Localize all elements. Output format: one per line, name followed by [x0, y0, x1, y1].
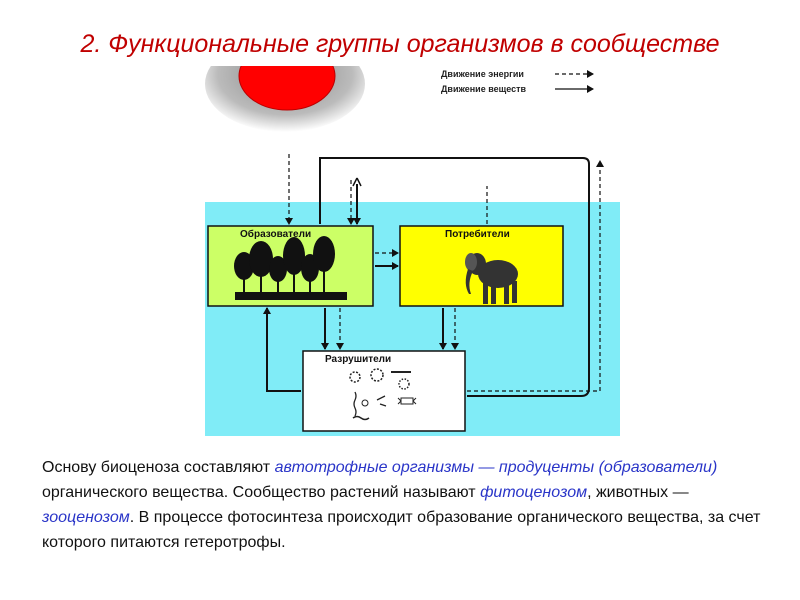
legend-matter-label: Движение веществ — [441, 84, 527, 94]
producers-label: Образователи — [240, 229, 312, 240]
legend-energy-label: Движение энергии — [441, 69, 524, 79]
text-part-3: , животных — — [587, 484, 689, 501]
text-part-2: органического вещества. Сообщество растений называют — [42, 484, 481, 501]
decomposers-label: Разрушители — [325, 354, 392, 365]
text-part-4: . В процессе фотосинтеза происходит образование органического вещества, за счет которого питаются гетеротрофы. — [42, 509, 761, 551]
slide-title: 2. Функциональные группы организмов в сообществе — [80, 30, 720, 58]
highlight-zoocenosis: зооценозом — [42, 509, 130, 526]
ecosystem-diagram — [205, 66, 620, 436]
description-paragraph — [42, 455, 762, 555]
highlight-phytocenosis: фитоценозом — [480, 484, 588, 501]
highlight-autotrophs: автотрофные организмы — продуценты (образователи) — [274, 459, 718, 476]
text-part-1: Основу биоценоза составляют — [42, 459, 275, 476]
consumers-label: Потребители — [445, 229, 510, 240]
diagram-graphics — [205, 66, 620, 436]
